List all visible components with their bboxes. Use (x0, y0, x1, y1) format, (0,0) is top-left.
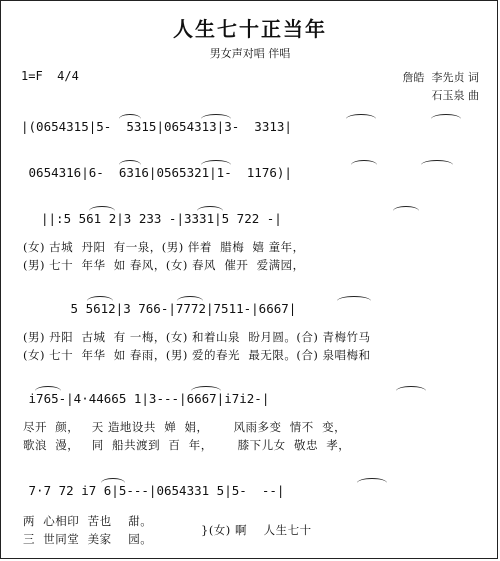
lyric-ending: }(女) 啊 人生七十 (201, 523, 312, 537)
key-signature: 1=F 4/4 (21, 69, 79, 83)
notation-line-3: ||:5 561 2|3 233 -|3331|5 722 -| (41, 211, 282, 226)
notation-line-6: 7·7 72 i7 6|5---|0654331 5|5- --| (21, 483, 285, 498)
slur-mark (119, 160, 141, 165)
song-title: 人生七十正当年 (173, 17, 327, 41)
notation-line-5: i765-|4·44665 1|3---|6667|i7i2-| (21, 391, 270, 406)
slur-mark (431, 114, 461, 119)
slur-mark (119, 114, 141, 119)
lyric-line-8: 三 世同堂 美家 园。 (23, 532, 153, 546)
slur-mark (357, 478, 387, 483)
slur-mark (87, 296, 113, 301)
slur-mark (89, 206, 115, 211)
lyricist-credit: 詹皓 李先贞 词 (402, 71, 479, 84)
slur-mark (351, 160, 377, 165)
slur-mark (201, 160, 231, 165)
notation-line-1: |(0654315|5- 5315|0654313|3- 3313| (21, 119, 292, 134)
slur-mark (177, 296, 203, 301)
lyric-line-5: 尽开 颜， 天 造地设共 婵 娟， 风雨多变 情不 变， (23, 420, 347, 434)
slur-mark (393, 206, 419, 211)
slur-mark (197, 206, 223, 211)
lyric-line-3: (男) 丹阳 古城 有 一梅，(女) 和着山泉 盼月圆。(合) 青梅竹马 (23, 330, 371, 344)
lyric-line-2: (男) 七十 年华 如 春风，(女) 春风 催开 爱满园， (23, 258, 305, 272)
slur-mark (346, 114, 376, 119)
song-subtitle: 男女声对唱 伴唱 (209, 47, 291, 60)
lyric-line-6: 歌浪 漫， 同 船共渡到 百 年， 膝下儿女 敬忠 孝， (23, 438, 351, 452)
lyric-line-7: 两 心相印 苦也 甜。 (23, 514, 153, 528)
slur-mark (101, 478, 125, 483)
composer-credit: 石玉泉 曲 (431, 89, 479, 102)
notation-line-2: 0654316|6- 6316|0565321|1- 1176)| (21, 165, 292, 180)
slur-mark (201, 114, 231, 119)
slur-mark (191, 386, 221, 391)
notation-line-4: 5 5612|3 766-|7772|7511-|6667| (63, 301, 297, 316)
lyric-line-4: (女) 七十 年华 如 春雨，(男) 爱的春光 最无限。(合) 泉唱梅和 (23, 348, 371, 362)
slur-mark (396, 386, 426, 391)
slur-mark (35, 386, 61, 391)
slur-mark (421, 160, 453, 165)
slur-mark (337, 296, 371, 301)
lyric-line-1: (女) 古城 丹阳 有一泉，(男) 伴着 腊梅 嬉 童年， (23, 240, 305, 254)
